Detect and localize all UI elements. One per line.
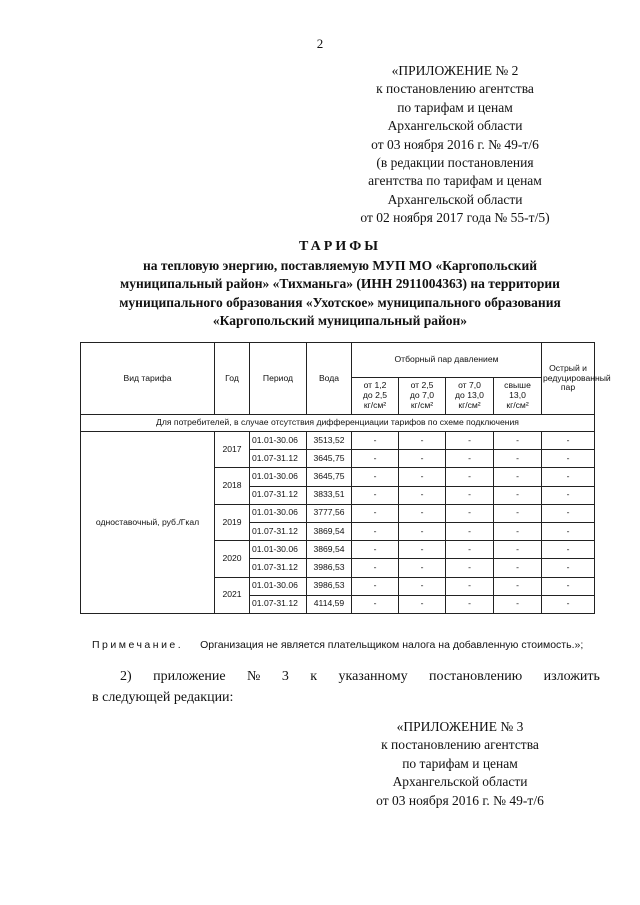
dash-cell: - bbox=[399, 450, 446, 468]
paragraph-word: № bbox=[247, 669, 261, 684]
dash-cell: - bbox=[352, 486, 399, 504]
appendix-line: к постановлению агентства bbox=[376, 81, 534, 97]
dash-cell: - bbox=[494, 486, 542, 504]
paragraph-word: указанному bbox=[338, 669, 408, 684]
paragraph-word: постановлению bbox=[429, 669, 523, 684]
year-cell: 2019 bbox=[215, 504, 250, 540]
dash-cell: - bbox=[399, 559, 446, 577]
dash-cell: - bbox=[352, 504, 399, 522]
appendix-line: Архангельской области bbox=[387, 191, 523, 207]
header-sharp-steam: Острый и редуцированный пар bbox=[542, 343, 595, 415]
year-cell: 2017 bbox=[215, 432, 250, 468]
tariff-table bbox=[80, 342, 611, 614]
title-heading: ТАРИФЫ bbox=[299, 239, 381, 254]
title-line: муниципального образования «Ухотское» муниципального образования bbox=[119, 294, 561, 310]
table-row bbox=[81, 432, 595, 450]
appendix-line: от 02 ноября 2017 года № 55-т/5) bbox=[360, 210, 550, 226]
paragraph-word: к bbox=[310, 669, 318, 684]
water-cell: 3513,52 bbox=[307, 432, 352, 450]
appendix-line: от 03 ноября 2016 г. № 49-т/6 bbox=[371, 136, 539, 152]
dash-cell: - bbox=[542, 432, 595, 450]
paragraph-word: 3 bbox=[281, 669, 289, 684]
dash-cell: - bbox=[494, 541, 542, 559]
appendix-top bbox=[330, 62, 580, 228]
dash-cell: - bbox=[352, 595, 399, 613]
title-line: на тепловую энергию, поставляемую МУП МО «Каргопольский bbox=[142, 257, 538, 273]
appendix-line: Архангельской области bbox=[387, 118, 523, 134]
appendix-line: Архангельской области bbox=[392, 774, 528, 790]
water-cell: 3833,51 bbox=[307, 486, 352, 504]
dash-cell: - bbox=[446, 504, 494, 522]
consumer-note-row: Для потребителей, в случае отсутствия дифференциации тарифов по схеме подключения bbox=[81, 415, 595, 432]
appendix-line: агентства по тарифам и ценам bbox=[368, 173, 542, 189]
header-tariff-type: Вид тарифа bbox=[81, 343, 215, 415]
dash-cell: - bbox=[399, 577, 446, 595]
period-cell: 01.07-31.12 bbox=[250, 595, 307, 613]
dash-cell: - bbox=[542, 595, 595, 613]
header-pressure-4: свыше 13,0 кг/см² bbox=[494, 378, 542, 415]
dash-cell: - bbox=[352, 450, 399, 468]
dash-cell: - bbox=[494, 432, 542, 450]
period-cell: 01.01-30.06 bbox=[250, 577, 307, 595]
dash-cell: - bbox=[542, 450, 595, 468]
dash-cell: - bbox=[494, 522, 542, 540]
appendix-line: по тарифам и ценам bbox=[397, 99, 513, 115]
title-line: муниципальный район» «Тихманьга» (ИНН 2911004363) на территории bbox=[120, 276, 560, 291]
water-cell: 3777,56 bbox=[307, 504, 352, 522]
dash-cell: - bbox=[542, 559, 595, 577]
period-cell: 01.01-30.06 bbox=[250, 541, 307, 559]
period-cell: 01.01-30.06 bbox=[250, 468, 307, 486]
appendix-line: «ПРИЛОЖЕНИЕ № 2 bbox=[391, 63, 519, 78]
tariff-type-cell: одноставочный, руб./Гкал bbox=[81, 432, 215, 614]
water-cell: 3986,53 bbox=[307, 559, 352, 577]
period-cell: 01.07-31.12 bbox=[250, 522, 307, 540]
dash-cell: - bbox=[399, 522, 446, 540]
dash-cell: - bbox=[542, 577, 595, 595]
header-pressure-3: от 7,0 до 13,0 кг/см² bbox=[446, 378, 494, 415]
dash-cell: - bbox=[446, 522, 494, 540]
period-cell: 01.07-31.12 bbox=[250, 486, 307, 504]
header-period: Период bbox=[250, 343, 307, 415]
dash-cell: - bbox=[399, 432, 446, 450]
year-cell: 2021 bbox=[215, 577, 250, 613]
dash-cell: - bbox=[446, 541, 494, 559]
period-cell: 01.07-31.12 bbox=[250, 450, 307, 468]
appendix-line: «ПРИЛОЖЕНИЕ № 3 bbox=[396, 719, 524, 734]
header-pressure-1: от 1,2 до 2,5 кг/см² bbox=[352, 378, 399, 415]
dash-cell: - bbox=[494, 577, 542, 595]
period-cell: 01.07-31.12 bbox=[250, 559, 307, 577]
dash-cell: - bbox=[352, 541, 399, 559]
dash-cell: - bbox=[446, 577, 494, 595]
dash-cell: - bbox=[446, 559, 494, 577]
dash-cell: - bbox=[494, 504, 542, 522]
header-water: Вода bbox=[307, 343, 352, 415]
dash-cell: - bbox=[352, 468, 399, 486]
water-cell: 3869,54 bbox=[307, 541, 352, 559]
note-label: Примечание. bbox=[92, 639, 184, 651]
dash-cell: - bbox=[352, 559, 399, 577]
vat-note bbox=[92, 639, 612, 651]
dash-cell: - bbox=[542, 522, 595, 540]
dash-cell: - bbox=[399, 595, 446, 613]
paragraph-word: 2) bbox=[120, 669, 132, 684]
appendix-line: (в редакции постановления bbox=[376, 155, 534, 171]
title-line: «Каргопольский муниципальный район» bbox=[212, 313, 468, 328]
header-pressure-2: от 2,5 до 7,0 кг/см² bbox=[399, 378, 446, 415]
year-cell: 2018 bbox=[215, 468, 250, 504]
dash-cell: - bbox=[494, 559, 542, 577]
period-cell: 01.01-30.06 bbox=[250, 432, 307, 450]
water-cell: 3645,75 bbox=[307, 450, 352, 468]
dash-cell: - bbox=[352, 522, 399, 540]
water-cell: 3869,54 bbox=[307, 522, 352, 540]
dash-cell: - bbox=[542, 541, 595, 559]
dash-cell: - bbox=[399, 468, 446, 486]
paragraph-word: изложить bbox=[543, 669, 600, 684]
appendix-line: по тарифам и ценам bbox=[402, 755, 518, 771]
amendment-paragraph bbox=[92, 666, 600, 708]
appendix-line: к постановлению агентства bbox=[381, 737, 539, 753]
dash-cell: - bbox=[494, 450, 542, 468]
dash-cell: - bbox=[446, 468, 494, 486]
water-cell: 3645,75 bbox=[307, 468, 352, 486]
paragraph-word: приложение bbox=[153, 669, 226, 684]
dash-cell: - bbox=[542, 486, 595, 504]
year-cell: 2020 bbox=[215, 541, 250, 577]
dash-cell: - bbox=[494, 468, 542, 486]
dash-cell: - bbox=[494, 595, 542, 613]
header-year: Год bbox=[215, 343, 250, 415]
dash-cell: - bbox=[446, 486, 494, 504]
water-cell: 3986,53 bbox=[307, 577, 352, 595]
dash-cell: - bbox=[446, 432, 494, 450]
page-number: 2 bbox=[316, 36, 324, 51]
dash-cell: - bbox=[399, 504, 446, 522]
dash-cell: - bbox=[399, 486, 446, 504]
dash-cell: - bbox=[446, 450, 494, 468]
document-title bbox=[60, 238, 620, 331]
dash-cell: - bbox=[352, 432, 399, 450]
paragraph-line-1 bbox=[92, 666, 600, 687]
appendix-bottom bbox=[345, 718, 575, 810]
dash-cell: - bbox=[542, 468, 595, 486]
header-selected-steam: Отборный пар давлением bbox=[352, 343, 542, 378]
dash-cell: - bbox=[352, 577, 399, 595]
paragraph-line-2: в следующей редакции: bbox=[92, 690, 234, 705]
water-cell: 4114,59 bbox=[307, 595, 352, 613]
dash-cell: - bbox=[399, 541, 446, 559]
dash-cell: - bbox=[446, 595, 494, 613]
period-cell: 01.01-30.06 bbox=[250, 504, 307, 522]
appendix-line: от 03 ноября 2016 г. № 49-т/6 bbox=[376, 792, 544, 808]
dash-cell: - bbox=[542, 504, 595, 522]
note-text: Организация не является плательщиком налога на добавленную стоимость.»; bbox=[200, 639, 584, 651]
